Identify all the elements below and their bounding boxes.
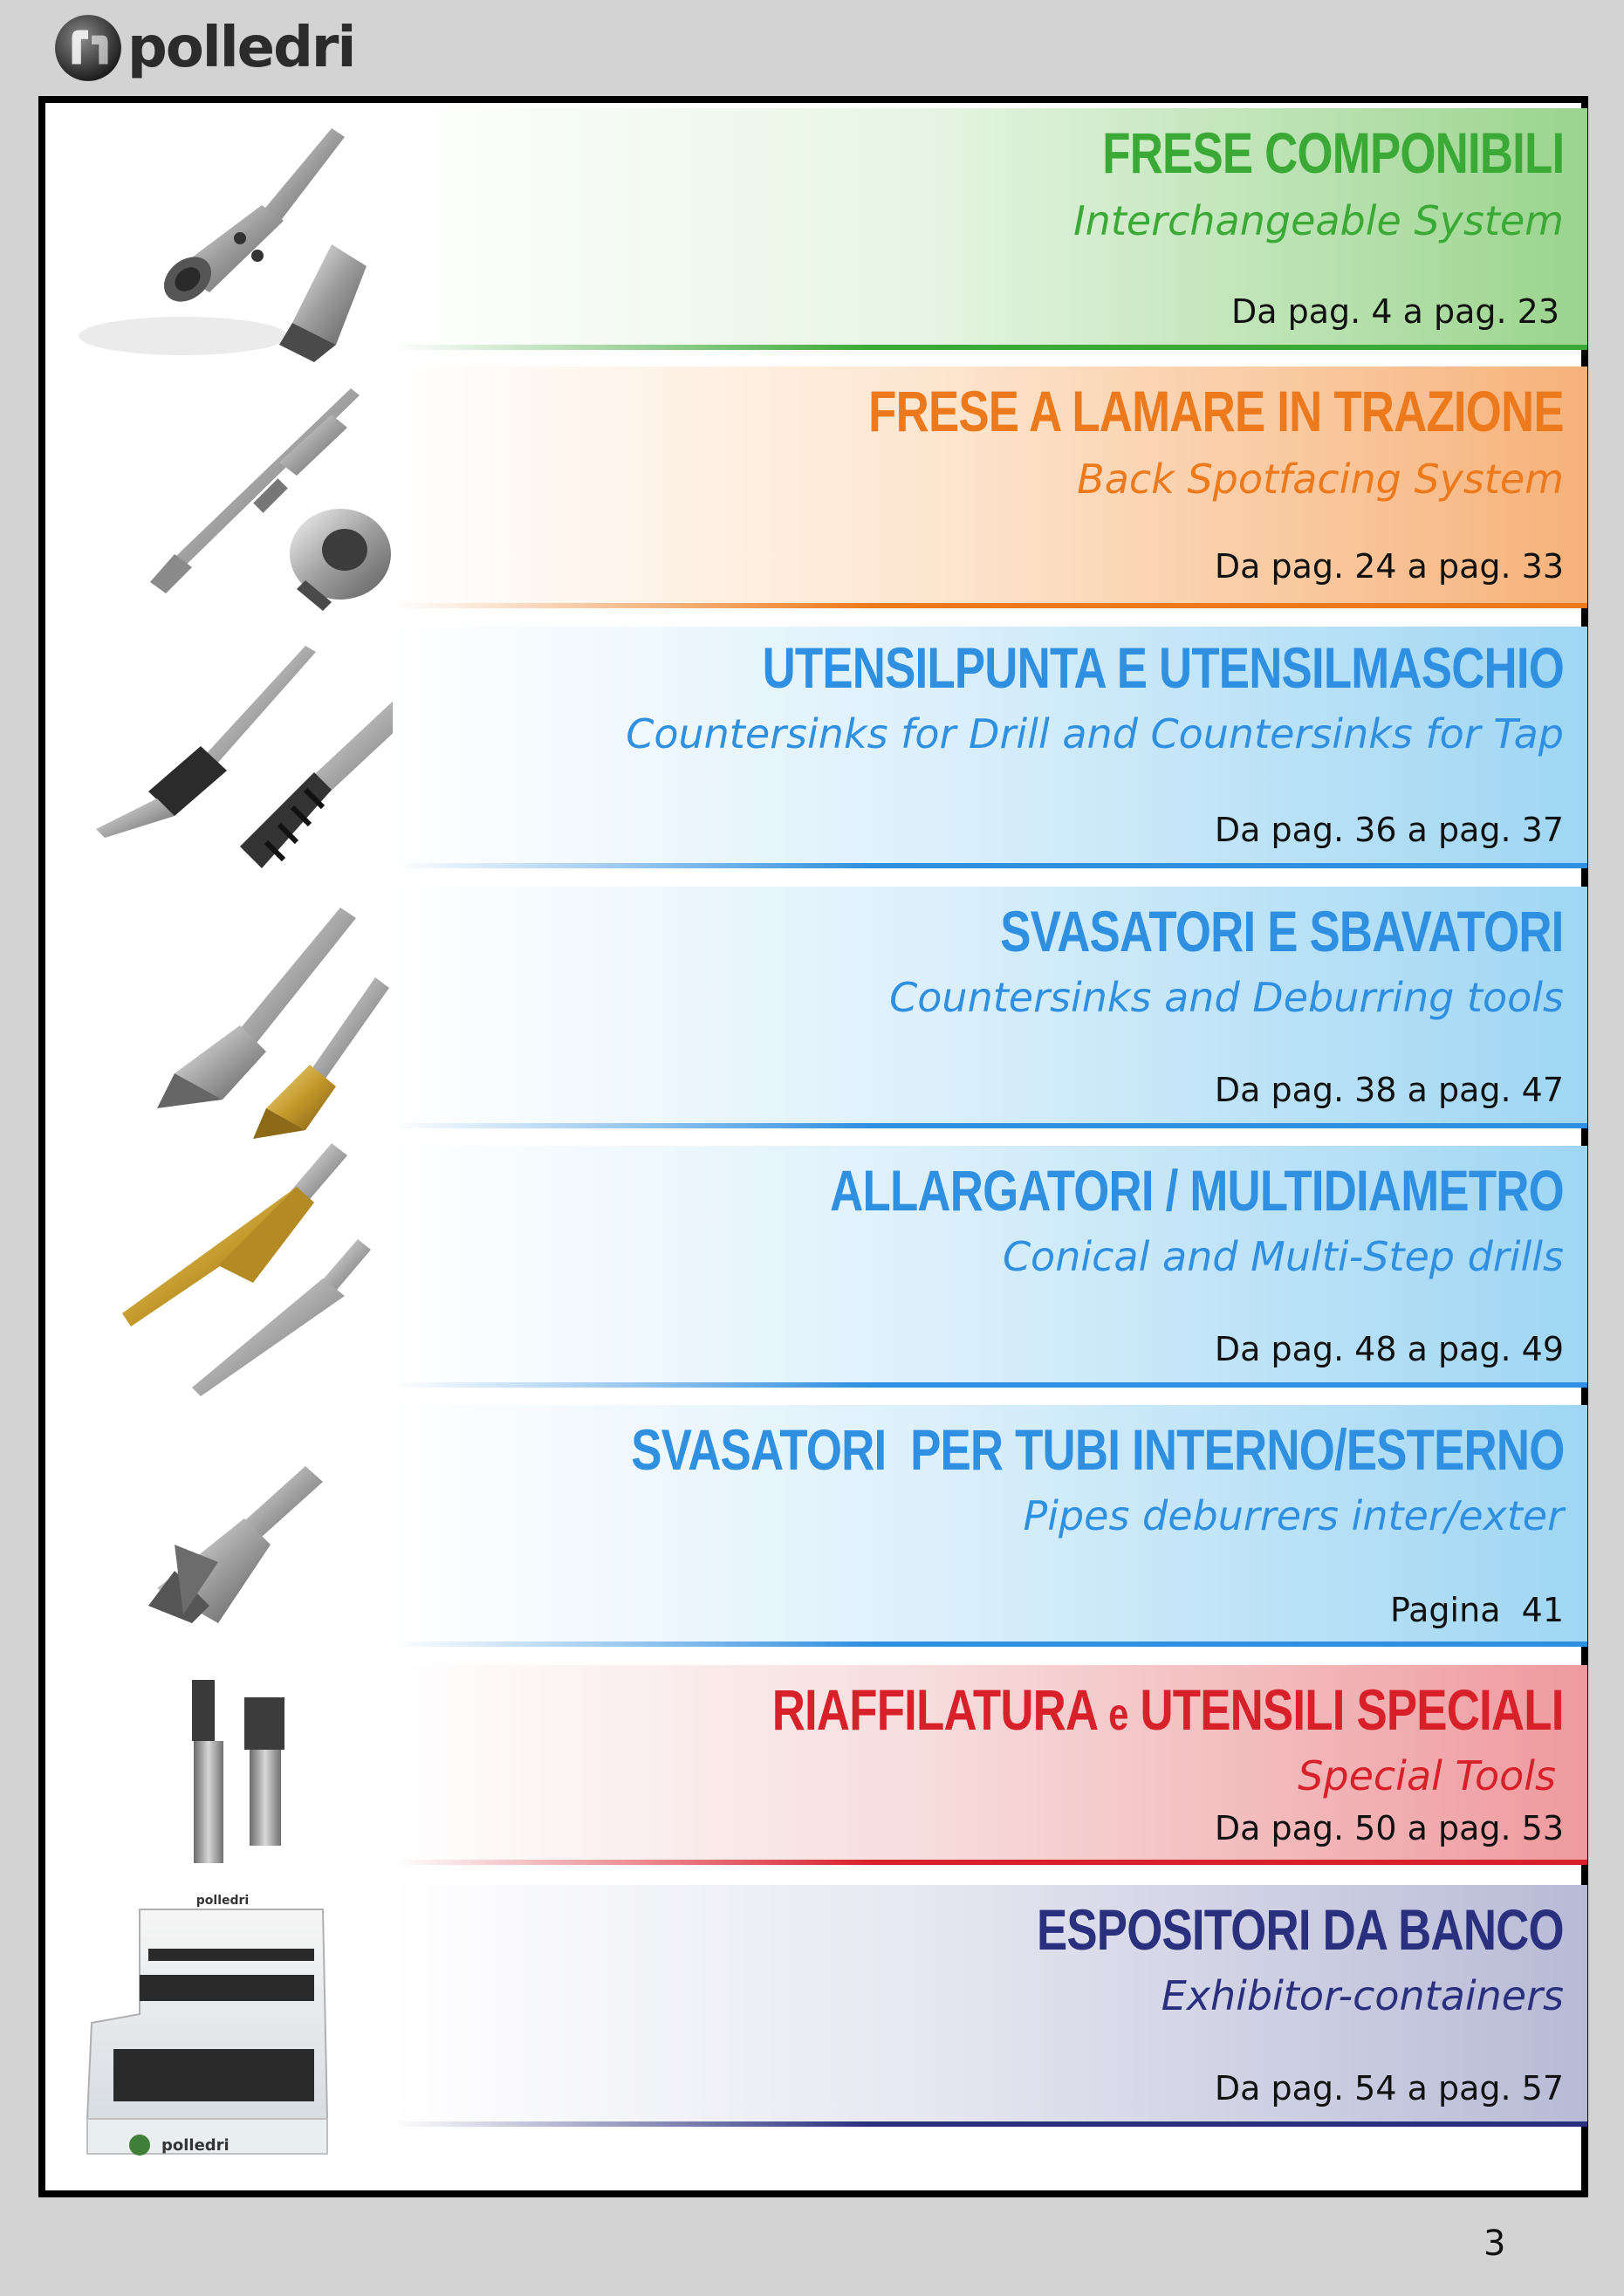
back-spotfacing-tool-image [44, 380, 393, 641]
section-title: RIAFFILATURA e UTENSILI SPECIALI [772, 1677, 1564, 1742]
exhibitor-front-brand: polledri [161, 2136, 230, 2155]
countersinks-deburring-image [44, 899, 393, 1161]
section-title: ALLARGATORI / MULTIDIAMETRO [830, 1158, 1564, 1223]
section-pages: Da pag. 4 a pag. 23 [1231, 292, 1559, 331]
step-drill-conical-drill-image [44, 1134, 393, 1422]
section-pages: Pagina 41 [1389, 1591, 1564, 1629]
interchangeable-cutter-image [44, 118, 393, 380]
section-subtitle: Interchangeable System [1073, 197, 1564, 244]
section-title: ESPOSITORI DA BANCO [1037, 1897, 1564, 1962]
section-subtitle: Exhibitor-containers [1161, 1972, 1564, 2019]
section-title: FRESE A LAMARE IN TRAZIONE [868, 379, 1564, 443]
section-pages: Da pag. 50 a pag. 53 [1214, 1809, 1564, 1847]
section-pages: Da pag. 36 a pag. 37 [1214, 811, 1564, 849]
section-allargatori[interactable] [393, 1146, 1587, 1393]
section-subtitle: Special Tools [1298, 1752, 1556, 1799]
section-riaffilatura[interactable] [393, 1665, 1587, 1870]
section-pages: Da pag. 24 a pag. 33 [1214, 547, 1564, 586]
section-title: SVASATORI E SBAVATORI [1000, 899, 1564, 963]
countersink-for-drill-and-tap-image [44, 641, 393, 903]
exhibitor-container-image [44, 1892, 393, 2189]
section-title: SVASATORI PER TUBI INTERNO/ESTERNO [630, 1417, 1564, 1482]
section-utensilpunta[interactable] [393, 627, 1587, 874]
special-tools-image [44, 1671, 393, 1872]
section-subtitle: Countersinks and Deburring tools [889, 974, 1564, 1021]
brand-logo [52, 9, 354, 87]
section-subtitle: Pipes deburrers inter/exter [1023, 1492, 1564, 1539]
page-number: 3 [1484, 2224, 1506, 2264]
section-frese-a-lamare[interactable] [393, 367, 1587, 613]
exhibitor-brand-label: polledri [195, 1894, 250, 1908]
pipe-deburrer-image [44, 1440, 393, 1649]
polledri-logo-icon [52, 12, 124, 84]
section-title: UTENSILPUNTA E UTENSILMASCHIO [762, 635, 1564, 700]
section-espositori[interactable] [393, 1885, 1587, 2132]
section-title: FRESE COMPONIBILI [1101, 120, 1564, 185]
section-subtitle: Countersinks for Drill and Countersinks for Tap [626, 710, 1564, 757]
section-pages: Da pag. 48 a pag. 49 [1214, 1330, 1564, 1368]
section-svasatori-tubi[interactable] [393, 1405, 1587, 1652]
section-subtitle: Conical and Multi-Step drills [1002, 1233, 1564, 1280]
brand-name: polledri [127, 16, 355, 80]
section-pages: Da pag. 54 a pag. 57 [1214, 2069, 1564, 2108]
section-frese-componibili[interactable] [393, 108, 1587, 355]
section-svasatori-sbavatori[interactable] [393, 887, 1587, 1134]
section-pages: Da pag. 38 a pag. 47 [1214, 1071, 1564, 1109]
section-subtitle: Back Spotfacing System [1077, 456, 1564, 503]
